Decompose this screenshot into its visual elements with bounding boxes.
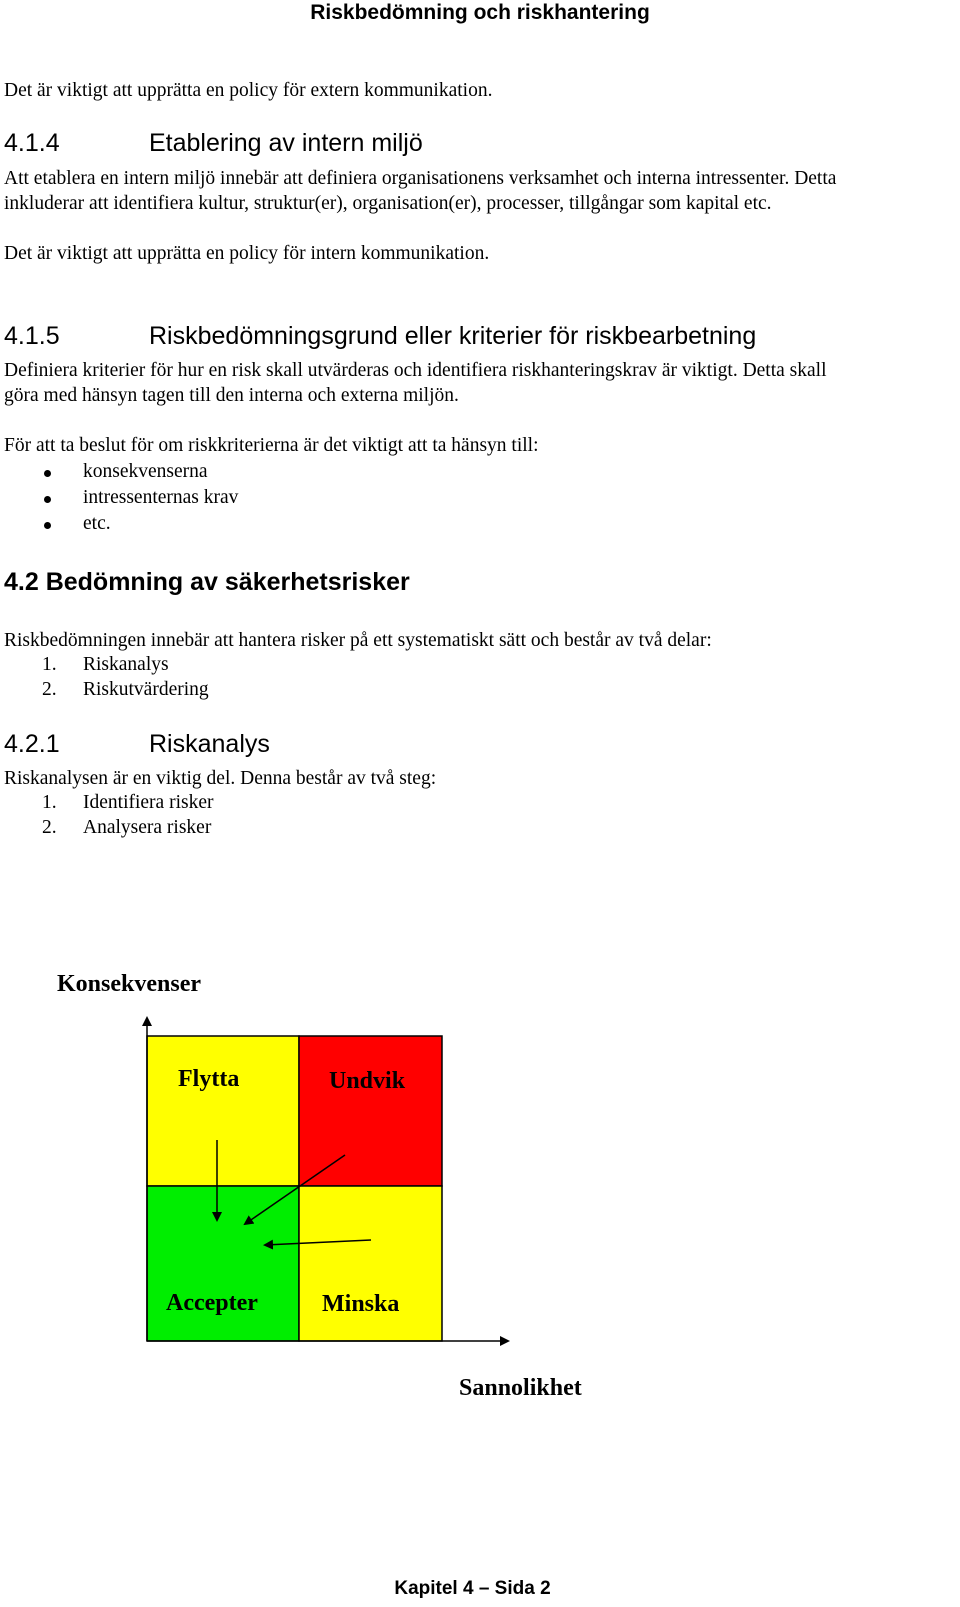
numbered-list-421 <box>4 790 213 840</box>
list-item: konsekvenserna <box>4 459 238 485</box>
page-header-title: Riskbedömning och riskhantering <box>310 1 650 24</box>
quadrant-top-left <box>147 1036 299 1186</box>
section-number: 4.1.4 <box>4 129 60 157</box>
section-title: Riskbedömningsgrund eller kriterier för riskbearbetning <box>149 322 757 350</box>
x-axis-label: Sannolikhet <box>459 1375 582 1401</box>
paragraph-intern-miljo-line2: inkluderar att identifiera kultur, struktur(er), organisation(er), processer, tillgångar som kapital etc. <box>4 193 772 214</box>
y-axis-label: Konsekvenser <box>57 971 201 997</box>
quadrant-label-accepter: Accepter <box>166 1290 258 1316</box>
paragraph-intern-miljo-line1: Att etablera en intern miljö innebär att definiera organisationens verksamhet och interna intressenter. Detta <box>4 168 837 189</box>
quadrant-bottom-left <box>147 1186 299 1341</box>
section-number: 4.2.1 <box>4 730 60 758</box>
quadrant-label-minska: Minska <box>322 1291 400 1317</box>
list-item: 2. Riskutvärdering <box>42 679 209 700</box>
section-number: 4.1.5 <box>4 322 60 350</box>
risk-matrix-diagram <box>120 1010 540 1360</box>
section-heading-4-2-1 <box>4 729 270 759</box>
paragraph-kriterier-line1: Definiera kriterier för hur en risk skall utvärderas och identifiera riskhanteringskrav är viktigt. Detta skall <box>4 360 827 381</box>
section-title: Etablering av intern miljö <box>149 129 423 157</box>
paragraph-riskanalys: Riskanalysen är en viktig del. Denna består av två steg: <box>4 768 437 789</box>
numbered-list-42 <box>4 652 209 702</box>
page-footer: Kapitel 4 – Sida 2 <box>394 1578 551 1599</box>
quadrant-label-flytta: Flytta <box>178 1066 240 1092</box>
section-heading-4-2: 4.2 Bedömning av säkerhetsrisker <box>4 568 410 596</box>
section-heading-4-1-5 <box>4 321 756 351</box>
list-item: 1. Riskanalys <box>42 654 169 675</box>
quadrant-top-right <box>299 1036 442 1186</box>
paragraph-kriterier-line2: göra med hänsyn tagen till den interna och externa miljön. <box>4 385 459 406</box>
list-item: 1. Identifiera risker <box>42 792 214 813</box>
paragraph-riskbedomning: Riskbedömningen innebär att hantera risker på ett systematiskt sätt och består av två delar: <box>4 630 712 651</box>
list-item: etc. <box>4 511 238 537</box>
paragraph-intern-policy: Det är viktigt att upprätta en policy för intern kommunikation. <box>4 243 490 264</box>
section-title: Riskanalys <box>149 730 270 758</box>
quadrant-bottom-right <box>299 1186 442 1341</box>
paragraph-beslut: För att ta beslut för om riskkriterierna är det viktigt att ta hänsyn till: <box>4 435 539 456</box>
list-item: intressenternas krav <box>4 485 238 511</box>
bullet-list <box>4 459 238 537</box>
paragraph-extern-policy: Det är viktigt att upprätta en policy för extern kommunikation. <box>4 80 493 101</box>
quadrant-label-undvik: Undvik <box>329 1068 406 1094</box>
list-item: 2. Analysera risker <box>42 817 212 838</box>
section-heading-4-1-4 <box>4 128 423 158</box>
